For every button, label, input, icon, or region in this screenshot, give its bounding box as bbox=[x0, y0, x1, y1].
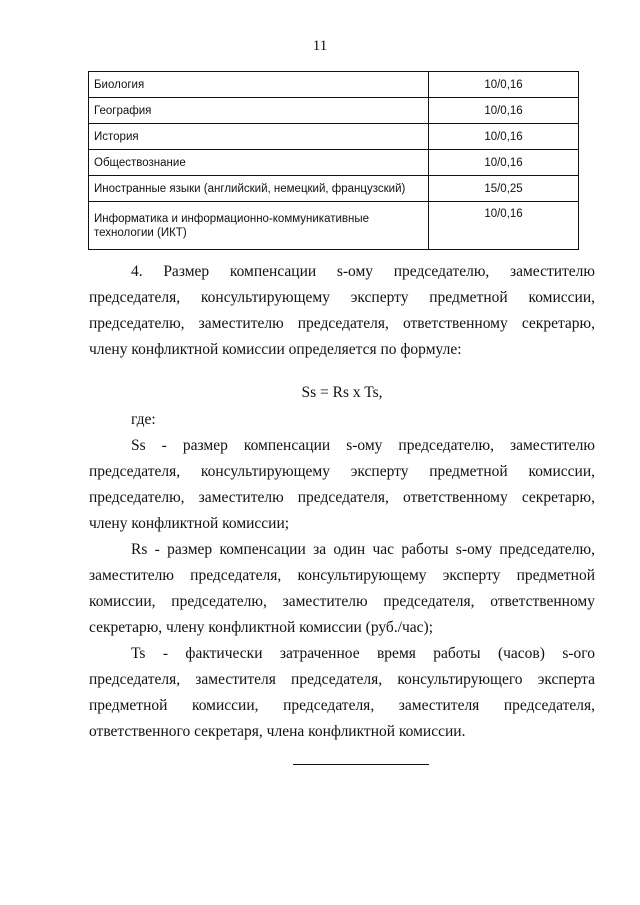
end-separator-line bbox=[293, 764, 429, 765]
table-row bbox=[89, 98, 579, 124]
subject-cell: История bbox=[89, 124, 429, 150]
subject-cell: Обществознание bbox=[89, 150, 429, 176]
value-cell: 10/0,16 bbox=[429, 98, 579, 124]
table-row bbox=[89, 150, 579, 176]
paragraph-4: 4. Размер компенсации s-ому председателю, заместителю председателя, консультирующему эксперту предметной комиссии, председателю, заместителю председателя, ответственному секретарю, члену конфликтной комиссии определяется по формуле: bbox=[89, 263, 595, 358]
value-cell: 15/0,25 bbox=[429, 176, 579, 202]
ts-definition: Ts - фактически затраченное время работы (часов) s-ого председателя, заместителя председателя, консультирующего эксперта предметной комиссии, председателя, заместителя председателя, ответственного секретаря, члена конфликтной комиссии. bbox=[89, 645, 595, 740]
value-cell: 10/0,16 bbox=[429, 150, 579, 176]
table-row bbox=[89, 124, 579, 150]
subject-cell: Биология bbox=[89, 72, 429, 98]
subject-cell: География bbox=[89, 98, 429, 124]
subject-cell: Информатика и информационно-коммуникативные технологии (ИКТ) bbox=[89, 202, 429, 250]
subjects-table bbox=[88, 71, 579, 250]
where-label: где: bbox=[131, 411, 156, 428]
value-cell: 10/0,16 bbox=[429, 72, 579, 98]
table-row bbox=[89, 202, 579, 250]
definitions-block bbox=[89, 433, 595, 745]
ss-definition: Ss - размер компенсации s-ому председателю, заместителю председателя, консультирующему эксперту предметной комиссии, председателю, заместителю председателя, ответственному секретарю, члену конфликтной комиссии; bbox=[89, 437, 595, 532]
where-block bbox=[89, 407, 595, 433]
table-row bbox=[89, 72, 579, 98]
value-cell: 10/0,16 bbox=[429, 124, 579, 150]
formula-block bbox=[89, 380, 595, 406]
paragraph-4-block bbox=[89, 259, 595, 363]
rs-definition: Rs - размер компенсации за один час работы s-ому председателю, заместителю председателя, консультирующему эксперту предметной комиссии, председателю, заместителю председателя, ответственному секретарю, члену конфликтной комиссии (руб./час); bbox=[89, 541, 595, 636]
value-cell: 10/0,16 bbox=[429, 202, 579, 250]
subject-cell: Иностранные языки (английский, немецкий, французский) bbox=[89, 176, 429, 202]
page-number: 11 bbox=[312, 38, 328, 54]
formula: Ss = Rs x Ts, bbox=[301, 384, 383, 401]
table-row bbox=[89, 176, 579, 202]
